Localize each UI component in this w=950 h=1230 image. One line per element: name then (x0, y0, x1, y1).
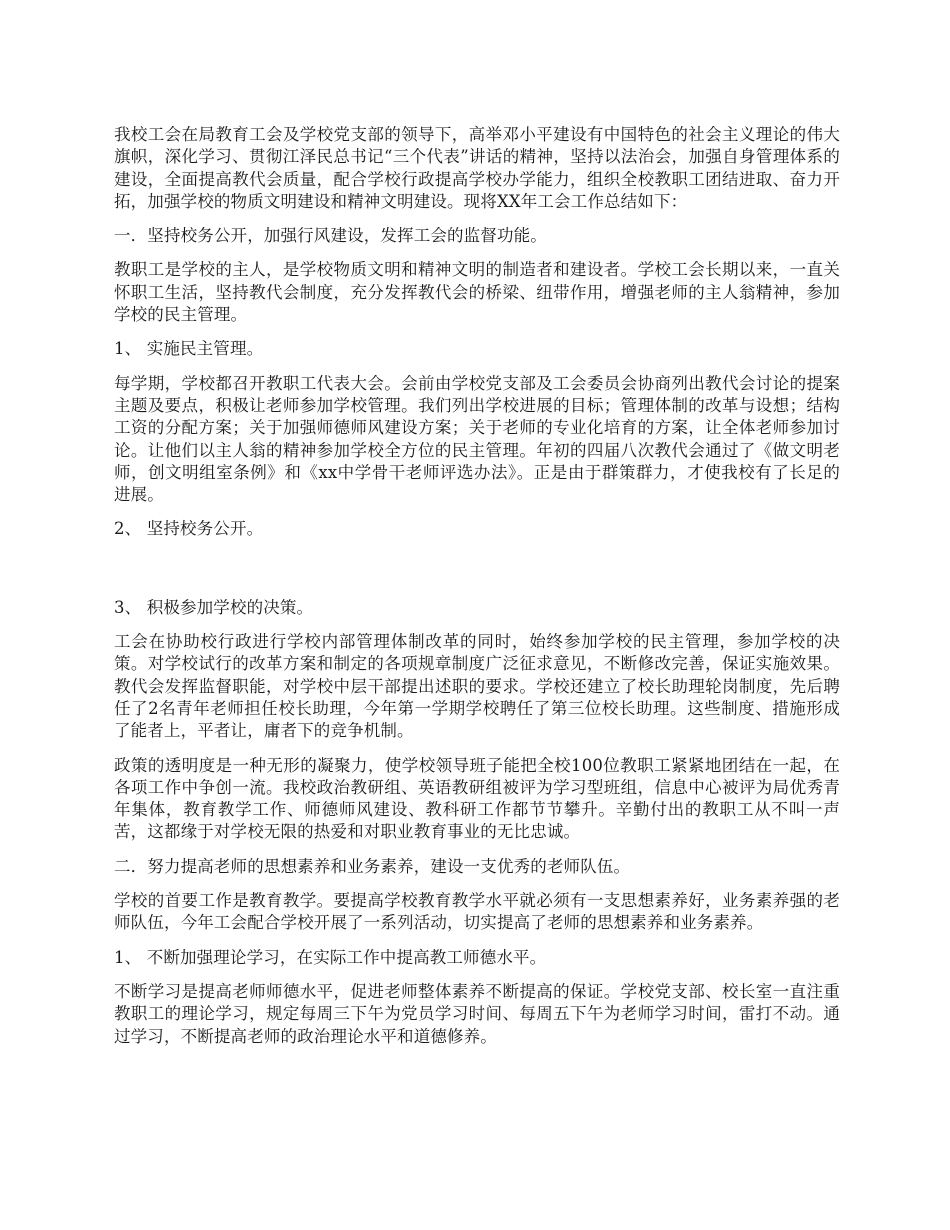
subheading-2-1: 1、 不断加强理论学习，在实际工作中提高教工师德水平。 (114, 947, 547, 967)
subheading-1-1: 1、 实施民主管理。 (114, 339, 264, 359)
section-heading-1: 一．坚持校务公开，加强行风建设，发挥工会的监督功能。 (114, 226, 547, 246)
body-paragraph: 每学期，学校都召开教职工代表大会。会前由学校党支部及工会委员会协商列出教代会讨论的提案主题及要点，积极让老师参加学校管理。我们列出学校进展的目标；管理体制的改革与设想；结构工资的分配方案；关于加强师德师风建设方案；关于老师的专业化培育的方案，让全体老师参加讨论。让他们以主人翁的精神参加学校全方位的民主管理。年初的四届八次教代会通过了《做文明老师，创文明组室条例》和《xx中学骨干老师评选办法》。正是由于群策群力，才使我校有了长足的进展。 (114, 373, 840, 505)
subheading-1-3: 3、 积极参加学校的决策。 (114, 597, 314, 617)
body-paragraph: 学校的首要工作是教育教学。要提高学校教育教学水平就必须有一支思想素养好，业务素养强的老师队伍，今年工会配合学校开展了一系列活动，切实提高了老师的思想素养和业务素养。 (114, 891, 840, 933)
intro-paragraph: 我校工会在局教育工会及学校党支部的领导下，高举邓小平建设有中国特色的社会主义理论的伟大旗帜，深化学习、贯彻江泽民总书记“三个代表”讲话的精神，坚持以法治会，加强自身管理体系的建设，全面提高教代会质量，配合学校行政提高学校办学能力，组织全校教职工团结进取、奋力开拓，加强学校的物质文明建设和精神文明建设。现将XX年工会工作总结如下： (114, 125, 840, 211)
section-heading-2: 二．努力提高老师的思想素养和业务素养，建设一支优秀的老师队伍。 (114, 856, 631, 876)
body-paragraph: 工会在协助校行政进行学校内部管理体制改革的同时，始终参加学校的民主管理，参加学校的决策。对学校试行的改革方案和制定的各项规章制度广泛征求意见，不断修改完善，保证实施效果。教代会发挥监督职能，对学校中层干部提出述职的要求。学校还建立了校长助理轮岗制度，先后聘任了2名青年老师担任校长助理，今年第一学期学校聘任了第三位校长助理。这些制度、措施形成了能者上，平者让，庸者下的竞争机制。 (114, 632, 840, 741)
body-paragraph: 政策的透明度是一种无形的凝聚力，使学校领导班子能把全校100位教职工紧紧地团结在一起，在各项工作中争创一流。我校政治教研组、英语教研组被评为学习型班组，信息中心被评为局优秀青年集体，教育教学工作、师德师风建设、教科研工作都节节攀升。辛勤付出的教职工从不叫一声苦，这都缘于对学校无限的热爱和对职业教育事业的无比忠诚。 (114, 755, 840, 842)
document-body (114, 124, 840, 1060)
body-paragraph: 教职工是学校的主人，是学校物质文明和精神文明的制造者和建设者。学校工会长期以来，一直关怀职工生活，坚持教代会制度，充分发挥教代会的桥梁、纽带作用，增强老师的主人翁精神，参加学校的民主管理。 (114, 260, 840, 325)
subheading-1-2: 2、 坚持校务公开。 (114, 519, 264, 539)
body-paragraph: 不断学习是提高老师师德水平，促进老师整体素养不断提高的保证。学校党支部、校长室一直注重教职工的理论学习，规定每周三下午为党员学习时间、每周五下午为老师学习时间，雷打不动。通过学习，不断提高老师的政治理论水平和道德修养。 (114, 981, 840, 1046)
